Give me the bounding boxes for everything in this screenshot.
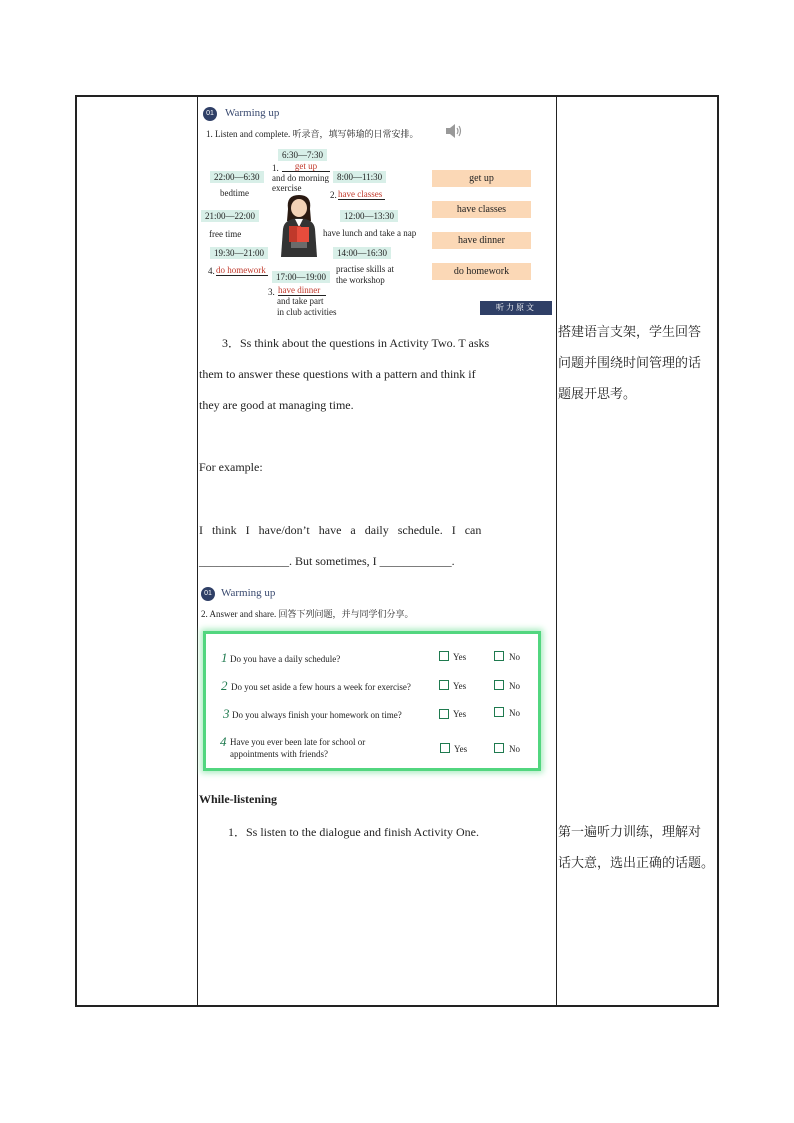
option-have-classes[interactable]: have classes — [432, 201, 531, 218]
answer-instruction: 2. Answer and share. 回答下列问题，并与同学们分享。 — [201, 609, 414, 619]
question-text: Have you ever been late for school or — [230, 737, 366, 747]
yes-checkbox[interactable] — [439, 680, 449, 690]
table-divider-2 — [556, 95, 557, 1007]
time-tag: 22:00—6:30 — [210, 171, 264, 183]
yes-label: Yes — [453, 709, 467, 719]
question-number: 1 — [221, 650, 228, 665]
yes-checkbox[interactable] — [439, 709, 449, 719]
question-number: 4 — [220, 734, 227, 749]
no-checkbox[interactable] — [494, 743, 504, 753]
activity-label: free time — [209, 229, 242, 239]
activity-label: and do morning — [272, 173, 329, 183]
no-label: No — [509, 652, 520, 662]
activity-label: bedtime — [220, 188, 249, 198]
listening-item: 1．Ss listen to the dialogue and finish Activity One. — [228, 825, 479, 839]
time-tag: 21:00—22:00 — [201, 210, 259, 222]
example-label: For example: — [199, 460, 263, 474]
answer-do-homework: do homework — [216, 265, 268, 276]
option-get-up[interactable]: get up — [432, 170, 531, 187]
question-number: 2 — [221, 678, 228, 693]
example-line: _______________. But sometimes, I ____________. — [199, 554, 455, 568]
answer-have-dinner: have dinner — [278, 285, 326, 296]
section-number-badge: 01 — [201, 587, 215, 601]
answer-get-up: get up — [282, 161, 330, 172]
section-heading: While-listening — [199, 792, 278, 806]
time-tag: 8:00—11:30 — [333, 171, 386, 183]
question-number: 3 — [223, 706, 230, 721]
teaching-note: 问题并围绕时间管理的话 — [558, 356, 702, 371]
listening-script-button[interactable]: 听力原文 — [480, 301, 552, 315]
no-checkbox[interactable] — [494, 651, 504, 661]
teaching-note: 题展开思考。 — [558, 387, 637, 402]
no-checkbox[interactable] — [494, 707, 504, 717]
blank-number: 1. — [272, 163, 279, 173]
paragraph-line: them to answer these questions with a pattern and think if — [199, 367, 476, 381]
no-checkbox[interactable] — [494, 680, 504, 690]
activity-label: in club activities — [277, 307, 337, 317]
question-text: Do you have a daily schedule? — [230, 654, 341, 664]
paragraph-line: 3．Ss think about the questions in Activity Two. T asks — [222, 336, 490, 350]
no-label: No — [509, 708, 520, 718]
activity-label: and take part — [277, 296, 324, 306]
time-tag: 6:30—7:30 — [278, 149, 327, 161]
yes-label: Yes — [453, 652, 467, 662]
section-title: Warming up — [225, 107, 280, 119]
time-tag: 14:00—16:30 — [333, 247, 391, 259]
activity-label: exercise — [272, 183, 302, 193]
section-number-badge: 01 — [203, 107, 217, 121]
yes-checkbox[interactable] — [439, 651, 449, 661]
yes-checkbox[interactable] — [440, 743, 450, 753]
question-text: Do you always finish your homework on time? — [232, 710, 402, 720]
answer-have-classes: have classes — [338, 189, 385, 200]
student-girl-illustration — [276, 193, 322, 257]
option-do-homework[interactable]: do homework — [432, 263, 531, 280]
time-tag: 19:30—21:00 — [210, 247, 268, 259]
activity-label: practise skills at — [336, 264, 394, 274]
blank-number: 3. — [268, 287, 275, 297]
activity-label: the workshop — [336, 275, 385, 285]
question-text: appointments with friends? — [230, 749, 328, 759]
no-label: No — [509, 744, 520, 754]
teaching-note: 第一遍听力训练，理解对 — [558, 825, 702, 840]
teaching-note: 搭建语言支架，学生回答 — [558, 325, 702, 340]
no-label: No — [509, 681, 520, 691]
yes-label: Yes — [453, 681, 467, 691]
yes-label: Yes — [454, 744, 468, 754]
table-divider-1 — [197, 95, 198, 1007]
blank-number: 2. — [330, 190, 337, 200]
time-tag: 12:00—13:30 — [340, 210, 398, 222]
speaker-icon[interactable] — [444, 123, 464, 139]
activity-label: have lunch and take a nap — [323, 228, 417, 238]
listen-instruction: 1. Listen and complete. 听录音，填写韩瑜的日常安排。 — [206, 129, 419, 139]
teaching-note: 话大意，选出正确的话题。 — [558, 856, 715, 871]
time-tag: 17:00—19:00 — [272, 271, 330, 283]
blank-number: 4. — [208, 266, 215, 276]
section-title: Warming up — [221, 587, 276, 599]
paragraph-line: they are good at managing time. — [199, 398, 354, 412]
question-text: Do you set aside a few hours a week for exercise? — [231, 682, 411, 692]
example-line: I think I have/don’t have a daily schedule. I can — [199, 523, 482, 537]
option-have-dinner[interactable]: have dinner — [432, 232, 531, 249]
